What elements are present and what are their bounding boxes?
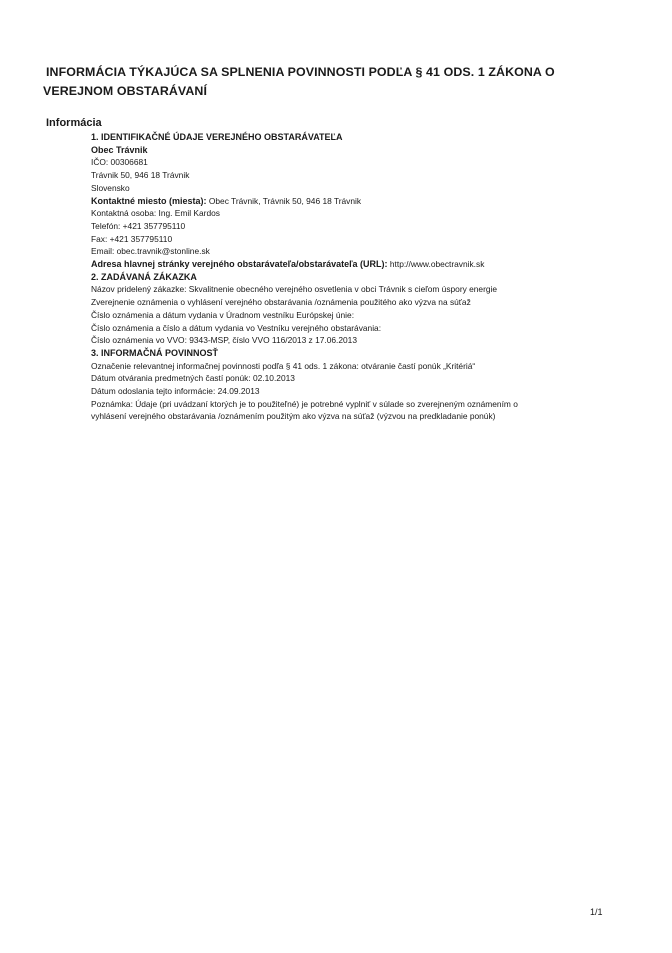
title-line-1: INFORMÁCIA TÝKAJÚCA SA SPLNENIA POVINNOSTI PODĽA § 41 ODS. 1 ZÁKONA O (46, 65, 555, 79)
email-line: Email: obec.travnik@stonline.sk (91, 246, 210, 257)
section-2-heading: 2. ZADÁVANÁ ZÁKAZKA (91, 271, 197, 282)
contact-place-line (91, 195, 661, 208)
country-line: Slovensko (91, 182, 130, 193)
eu-journal-line: Číslo oznámenia a dátum vydania v Úradnom vestníku Európskej únie: (91, 309, 355, 320)
document-title (43, 63, 646, 101)
url-line (91, 258, 661, 271)
document-body (91, 131, 661, 423)
section-1-heading: 1. IDENTIFIKAČNÉ ÚDAJE VEREJNÉHO OBSTARÁVATEĽA (91, 132, 343, 142)
vvo-number-line: Číslo oznámenia vo VVO: 9343-MSP, číslo VVO 116/2013 z 17.06.2013 (91, 335, 357, 346)
note-line-2: vyhlásení verejného obstarávania /oznámením použitým ako výzva na súťaž (výzvou na predkladanie ponúk) (91, 411, 496, 422)
publication-line: Zverejnenie oznámenia o vyhlásení verejného obstarávania /oznámenia použitého ako výzva na súťaž (91, 297, 471, 308)
phone-line: Telefón: +421 357795110 (91, 220, 186, 231)
contact-place-label: Kontaktné miesto (miesta): (91, 195, 207, 206)
org-name: Obec Trávnik (91, 144, 148, 155)
note-line-1: Poznámka: Údaje (pri uvádzaní ktorých je to použiteľné) je potrebné vyplniť v súlade so zverejneným oznámením o (91, 398, 518, 409)
url-label: Adresa hlavnej stránky verejného obstarávateľa/obstarávateľa (URL): (91, 259, 388, 270)
title-line-2: VEREJNOM OBSTARÁVANÍ (43, 84, 208, 98)
section-3-heading: 3. INFORMAČNÁ POVINNOSŤ (91, 347, 219, 358)
contract-name-line: Názov pridelený zákazke: Skvalitnenie obecného verejného osvetlenia v obci Trávnik s cieľom úspory energie (91, 284, 498, 295)
obligation-line: Označenie relevantnej informačnej povinnosti podľa § 41 ods. 1 zákona: otváranie častí ponúk „Kritériá“ (91, 360, 476, 371)
opening-date-line: Dátum otvárania predmetných častí ponúk: 02.10.2013 (91, 373, 295, 384)
sent-date-line: Dátum odoslania tejto informácie: 24.09.2013 (91, 386, 260, 397)
ico-line: IČO: 00306681 (91, 157, 148, 168)
address-line: Trávnik 50, 946 18 Trávnik (91, 170, 190, 181)
section-label-informacia: Informácia (46, 117, 102, 129)
vvo-journal-line: Číslo oznámenia a číslo a dátum vydania vo Vestníku verejného obstarávania: (91, 322, 382, 333)
fax-line: Fax: +421 357795110 (91, 233, 173, 244)
contact-place-value: Obec Trávnik, Trávnik 50, 946 18 Trávnik (206, 195, 362, 206)
url-value: http://www.obectravnik.sk (387, 259, 485, 270)
page-number: 1/1 (590, 907, 603, 917)
contact-person-line: Kontaktná osoba: Ing. Emil Kardos (91, 208, 220, 219)
